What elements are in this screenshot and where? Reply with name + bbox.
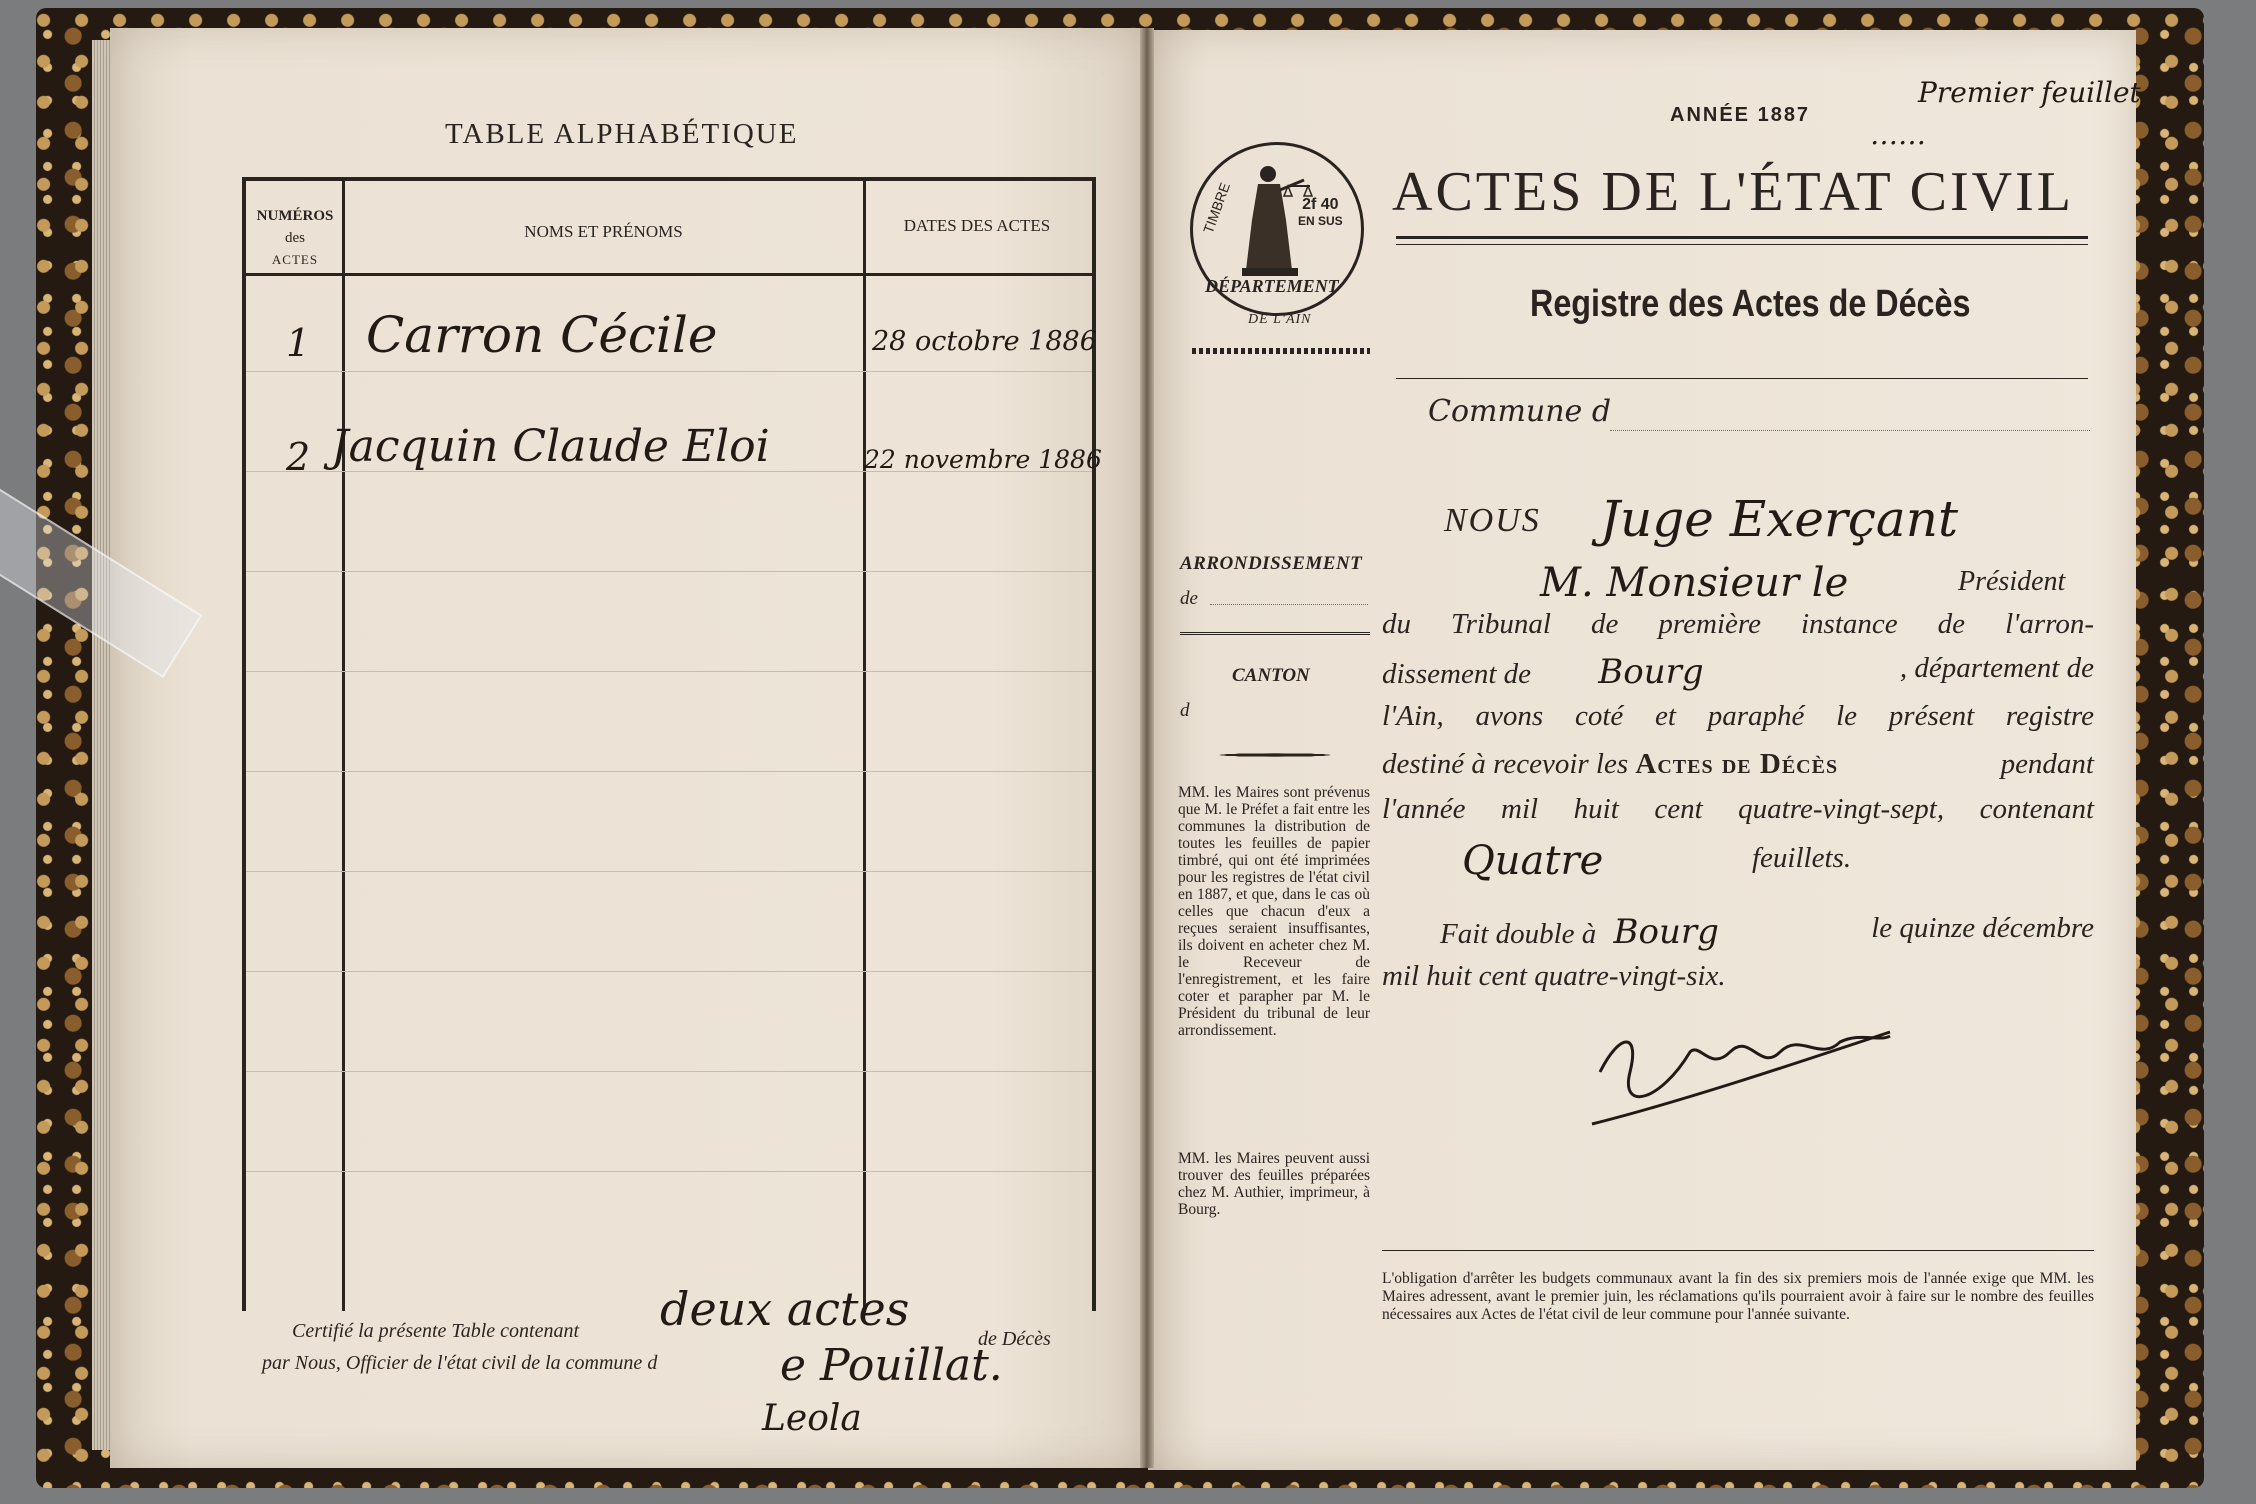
officer-signature: Leola bbox=[762, 1398, 862, 1439]
arrondissement-label: ARRONDISSEMENT bbox=[1180, 553, 1363, 574]
header-names: NOMS ET PRÉNOMS bbox=[524, 222, 683, 241]
alphabetical-table bbox=[242, 177, 1102, 1311]
handwritten-juge: Juge Exerçant bbox=[1600, 490, 1959, 548]
commune-blank-line bbox=[1610, 430, 2090, 431]
canton-rule bbox=[1180, 752, 1370, 758]
side-note-authier: MM. les Maires peuvent aussi trouver des feuilles préparées chez M. Authier, imprimeur, à Bourg. bbox=[1178, 1150, 1370, 1218]
nous-label: NOUS bbox=[1444, 502, 1541, 539]
ruled-line bbox=[246, 671, 1092, 672]
ruled-line bbox=[246, 571, 1092, 572]
subtitle-rule bbox=[1396, 378, 2088, 379]
body-line: l'année mil huit cent quatre-vingt-sept, contenant bbox=[1382, 793, 2094, 825]
table-row-name: Carron Cécile bbox=[366, 306, 718, 364]
canton-d: d bbox=[1180, 700, 1190, 721]
certification-text-1: Certifié la présente Table contenant bbox=[292, 1320, 580, 1342]
stamp-timbre-text: TIMBRE bbox=[1199, 180, 1234, 236]
header-rule bbox=[246, 273, 1092, 276]
arrondissement-de: de bbox=[1180, 588, 1198, 609]
handwritten-bourg-2: Bourg bbox=[1613, 912, 1719, 952]
table-row-date: 22 novembre 1886 bbox=[864, 445, 1102, 474]
stamp-ain: DE L'AIN bbox=[1248, 312, 1312, 327]
page-title: ACTES DE L'ÉTAT CIVIL bbox=[1392, 161, 2074, 223]
bottom-rule bbox=[1382, 1250, 2094, 1251]
header-dates: DATES DES ACTES bbox=[903, 216, 1051, 235]
ruled-line bbox=[246, 1171, 1092, 1172]
certification-text-deces: de Décès bbox=[978, 1328, 1051, 1350]
certification-text-2: par Nous, Officier de l'état civil de la commune d bbox=[262, 1352, 658, 1374]
column-divider bbox=[863, 181, 866, 1311]
handwritten-monsieur: M. Monsieur le bbox=[1540, 560, 1849, 606]
body-line: Quatre feuillets. bbox=[1462, 838, 1852, 884]
table-row-number: 2 bbox=[286, 435, 311, 479]
stamp-department: DÉPARTEMENT bbox=[1205, 276, 1339, 296]
body-line: Fait double à Bourg le quinze décembre bbox=[1440, 912, 2094, 952]
column-divider bbox=[342, 181, 345, 1311]
corner-note-scribble: …… bbox=[1870, 118, 1926, 151]
book-gutter bbox=[1140, 28, 1154, 1468]
body-line: du Tribunal de première instance de l'arron- bbox=[1382, 608, 2094, 640]
title-rule bbox=[1396, 236, 2088, 239]
arrondissement-blank-line bbox=[1210, 604, 1368, 605]
year-label: ANNÉE 1887 bbox=[1670, 104, 1811, 126]
handwritten-bourg: Bourg bbox=[1598, 652, 1704, 692]
canton-label: CANTON bbox=[1232, 665, 1310, 686]
table-row-name: Jacquin Claude Eloi bbox=[331, 421, 770, 472]
ruled-line bbox=[246, 371, 1092, 372]
body-line: l'Ain, avons coté et paraphé le présent registre bbox=[1382, 700, 2094, 732]
handwritten-quatre: Quatre bbox=[1462, 838, 1604, 884]
table-row-date: 28 octobre 1886 bbox=[872, 326, 1097, 357]
commune-label: Commune d bbox=[1428, 394, 1612, 429]
certification-handwritten-count: deux actes bbox=[660, 1282, 910, 1336]
ruled-line bbox=[246, 771, 1092, 772]
ruled-line bbox=[246, 871, 1092, 872]
side-note-maires: MM. les Maires sont prévenus que M. le Préfet a fait entre les communes la distribution de toutes les feuilles de papier timbré, qui ont été imprimées pour les registres de l'état civil en 1887, et que, dans le cas où celles que chacun d'eux a reçues seraient insuffisantes, ils doivent en acheter chez M. le Receveur de l'enregistrement, et les faire coter et parapher par M. le Président du tribunal de leur arrondissement. bbox=[1178, 784, 1370, 1039]
stamp-rule bbox=[1192, 348, 1370, 354]
ruled-line bbox=[246, 1071, 1092, 1072]
president-signature bbox=[1580, 1012, 1900, 1132]
header-numeros: NUMÉROS des ACTES bbox=[256, 208, 334, 267]
body-line: destiné à recevoir les Actes de Décès pendant bbox=[1382, 748, 2094, 780]
title-rule bbox=[1396, 244, 2088, 245]
stamp-price: 2f 40 EN SUS bbox=[1298, 196, 1343, 228]
bottom-note-budgets: L'obligation d'arrêter les budgets communaux avant la fin des six premiers mois de l'année exige que MM. les Maires adressent, avant le premier juin, les réclamations qu'ils pourraient avoir à faire sur le nombre des feuilles nécessaires aux Actes de l'état civil de leur commune pour l'année suivante. bbox=[1382, 1270, 2094, 1323]
table-title: TABLE ALPHABÉTIQUE bbox=[445, 118, 799, 150]
president-label: Président bbox=[1958, 566, 2066, 597]
body-line: mil huit cent quatre-vingt-six. bbox=[1382, 960, 1726, 992]
register-subtitle: Registre des Actes de Décès bbox=[1530, 283, 1971, 325]
corner-note: Premier feuillet bbox=[1918, 76, 2141, 109]
ruled-line bbox=[246, 971, 1092, 972]
certification-handwritten-commune: e Pouillat. bbox=[780, 1340, 1003, 1391]
arrondissement-rule bbox=[1180, 632, 1370, 635]
body-line: dissement de Bourg , département de bbox=[1382, 652, 2094, 692]
table-row-number: 1 bbox=[286, 321, 311, 365]
